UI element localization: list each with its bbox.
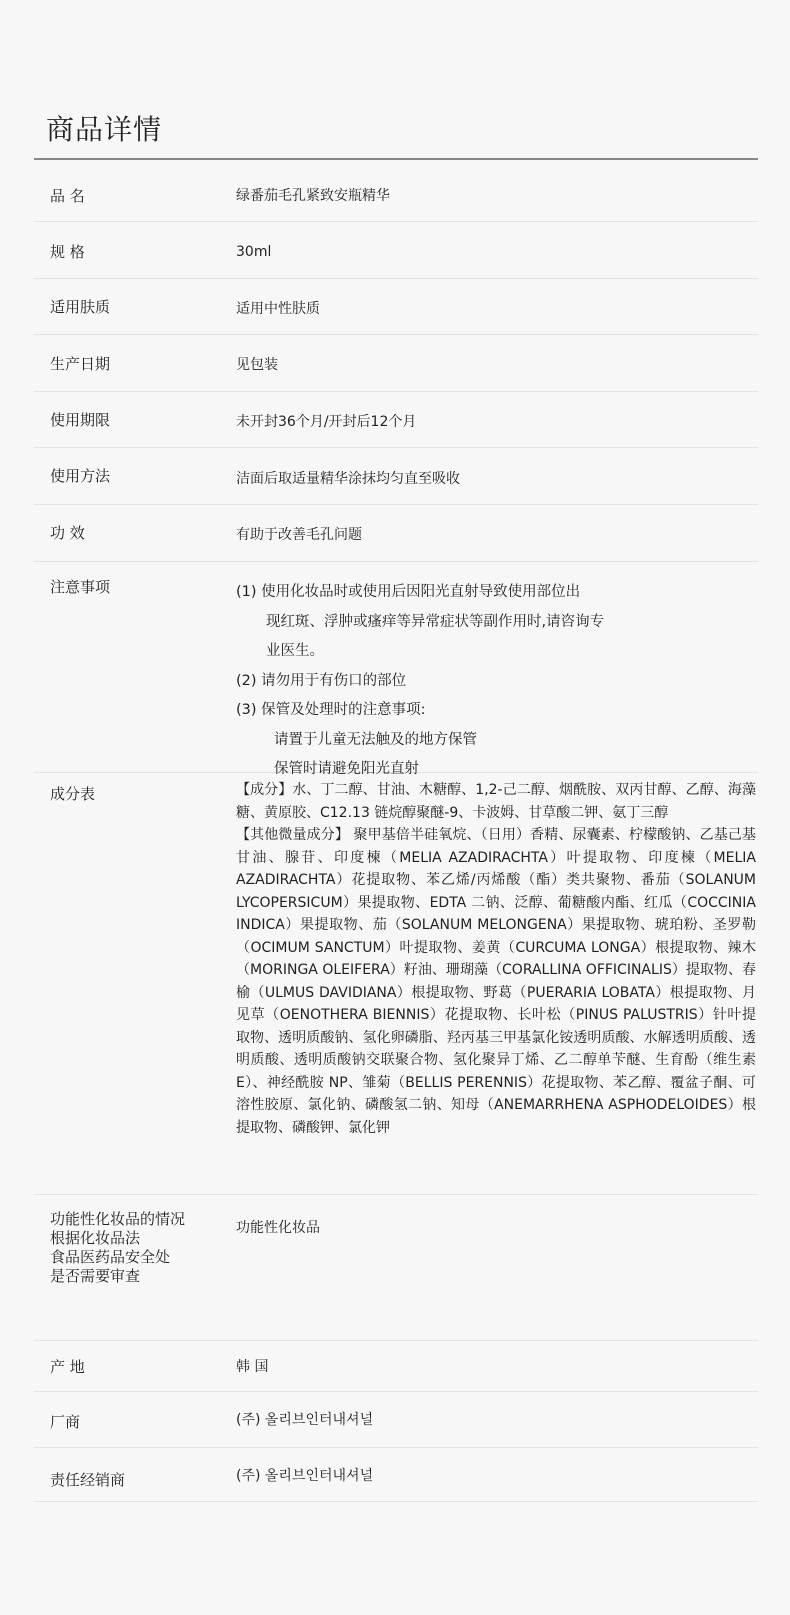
value-product-name: 绿番茄毛孔紧致安瓶精华 (236, 188, 390, 204)
label-production-date: 生产日期 (50, 355, 111, 373)
label-line: 功能性化妆品的情况 (50, 1210, 186, 1228)
precaution-line: 业医生。 (266, 643, 324, 659)
value-usage: 洁面后取适量精华涂抹均匀直至吸收 (236, 471, 460, 487)
row-distributor (34, 1448, 758, 1502)
label-line: 根据化妆品法 (50, 1229, 141, 1247)
label-precautions: 注意事项 (50, 578, 111, 596)
precaution-line: (2) 请勿用于有伤口的部位 (236, 672, 407, 689)
ingredients-other: 【其他微量成分】 聚甲基倍半硅氧烷、（日用）香精、尿囊素、柠檬酸钠、乙基己基甘油、腺苷、印度楝（MELIA AZADIRACHTA）叶提取物、印度楝（MELIA AZADIRACHTA）花提取物、苯乙烯/丙烯酸（酯）类共聚物、番茄（SOLANUM LYCOPERSICUM）果提取物、EDTA 二钠、泛醇、葡糖酸内酯、红瓜（COCCINIA INDICA）果提取物、茄（SOLANUM MELONGENA）果提取物、琥珀粉、圣罗勒（OCIMUM SANCTUM）叶提取物、姜黄（CURCUMA LONGA）根提取物、辣木（MORINGA OLEIFERA）籽油、珊瑚藻（CORALLINA OFFICINALIS）提取物、春榆（ULMUS DAVIDIANA）根提取物、野葛（PUERARIA LOBATA）根提取物、月见草（OENOTHERA BIENNIS）花提取物、长叶松（PINUS PALUSTRIS）针叶提取物、透明质酸钠、氢化卵磷脂、羟丙基三甲基氯化铵透明质酸、水解透明质酸、透明质酸、透明质酸钠交联聚合物、氢化聚异丁烯、乙二醇单苄醚、生育酚（维生素E）、神经酰胺 NP、雏菊（BELLIS PERENNIS）花提取物、苯乙醇、覆盆子酮、可溶性胶原、氯化钠、磷酸氢二钠、知母（ANEMARRHENA ASPHODELOIDES）根提取物、磷酸钾、氯化钾 (236, 827, 756, 1136)
row-skin-type (34, 279, 758, 335)
label-effect: 功 效 (50, 524, 85, 542)
label-shelf-life: 使用期限 (50, 411, 111, 429)
row-origin (34, 1341, 758, 1392)
label-usage: 使用方法 (50, 467, 111, 485)
precaution-line: (1) 使用化妆品时或使用后因阳光直射导致使用部位出 (236, 584, 581, 600)
row-effect (34, 505, 758, 562)
precaution-line: 现红斑、浮肿或瘙痒等异常症状等副作用时,请咨询专 (266, 613, 605, 630)
precaution-line: 请置于儿童无法触及的地方保管 (274, 731, 477, 748)
value-origin: 韩 国 (236, 1359, 269, 1375)
ingredients-main: 【成分】水、丁二醇、甘油、木糖醇、1,2-己二醇、烟酰胺、双丙甘醇、乙醇、海藻糖、黄原胶、C12.13 链烷醇聚醚-9、卡波姆、甘草酸二钾、氨丁三醇 (236, 782, 756, 821)
value-manufacturer: (주) 올리브인터내셔널 (236, 1412, 374, 1428)
label-skin-type: 适用肤质 (50, 298, 111, 316)
label-line: 食品医药品安全处 (50, 1248, 171, 1266)
row-shelf-life (34, 392, 758, 448)
value-skin-type: 适用中性肤质 (236, 301, 320, 317)
row-functional-cosmetic (34, 1195, 758, 1341)
value-functional-cosmetic: 功能性化妆品 (236, 1220, 320, 1236)
row-usage (34, 448, 758, 505)
label-origin: 产 地 (50, 1358, 85, 1376)
label-distributor: 责任经销商 (50, 1471, 126, 1489)
row-product-name (34, 168, 758, 222)
precaution-line: (3) 保管及处理时的注意事项: (236, 702, 426, 718)
value-precautions (236, 578, 756, 785)
value-distributor: (주) 올리브인터내셔널 (236, 1468, 374, 1484)
row-production-date (34, 335, 758, 392)
row-manufacturer (34, 1392, 758, 1448)
label-product-name: 品 名 (50, 187, 85, 205)
label-functional-cosmetic (50, 1210, 185, 1286)
value-shelf-life: 未开封36个月/开封后12个月 (236, 414, 417, 430)
row-precautions (34, 562, 758, 777)
value-spec: 30ml (236, 244, 272, 260)
value-production-date: 见包装 (236, 357, 278, 373)
value-ingredients (236, 779, 756, 1139)
page-title: 商品详情 (46, 113, 163, 146)
label-spec: 规 格 (50, 243, 85, 261)
row-ingredients (34, 773, 758, 1195)
precaution-line: 保管时请避免阳光直射 (274, 761, 419, 777)
label-manufacturer: 厂商 (50, 1413, 81, 1431)
label-ingredients: 成分表 (50, 785, 96, 803)
label-line: 是否需要审查 (50, 1267, 141, 1285)
row-spec (34, 222, 758, 279)
title-divider (34, 158, 758, 160)
value-effect: 有助于改善毛孔问题 (236, 527, 362, 543)
